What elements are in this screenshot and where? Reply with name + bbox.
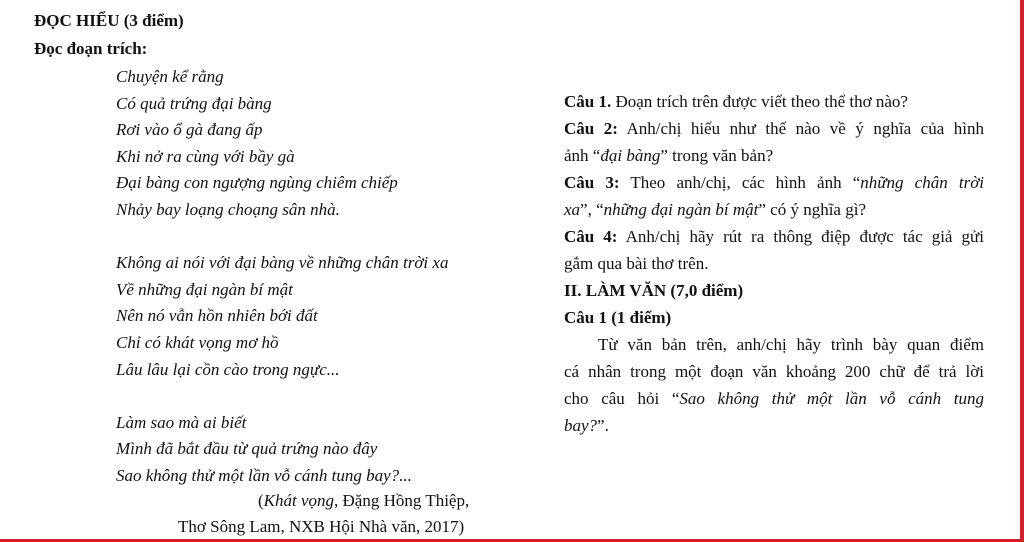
question-3-continued bbox=[564, 196, 984, 223]
question-2-text: ” trong văn bản? bbox=[660, 146, 774, 165]
source-author: , Đặng Hồng Thiệp, bbox=[334, 491, 470, 510]
question-3-text: ” có ý nghĩa gì? bbox=[758, 200, 866, 219]
poem-line: Mình đã bắt đầu từ quả trứng nào đây bbox=[116, 439, 378, 459]
poem-line: Không ai nói với đại bàng về những chân trời xa bbox=[116, 253, 449, 273]
writing-task-quote: bay? bbox=[564, 416, 598, 435]
question-3-text: ”, “ bbox=[580, 200, 604, 219]
poem-line: Nên nó vẫn hồn nhiên bới đất bbox=[116, 306, 318, 326]
source-citation bbox=[258, 488, 469, 514]
poem-line: Lâu lâu lại cồn cào trong ngực... bbox=[116, 359, 340, 379]
right-border bbox=[1020, 0, 1024, 542]
poem-line: Đại bàng con ngượng ngùng chiêm chiếp bbox=[116, 173, 398, 193]
source-publication: Thơ Sông Lam, NXB Hội Nhà văn, 2017) bbox=[178, 517, 465, 536]
question-3-quote: xa bbox=[564, 200, 581, 219]
question-3 bbox=[564, 169, 984, 196]
question-2-quote: đại bàng bbox=[600, 146, 661, 165]
question-3-label: Câu 3: bbox=[564, 173, 620, 192]
writing-task-label: Câu 1 (1 điểm) bbox=[564, 308, 672, 327]
question-3-quote: những chân trời bbox=[860, 173, 984, 192]
question-1 bbox=[564, 88, 984, 115]
question-4-label: Câu 4: bbox=[564, 227, 618, 246]
excerpt-label: Đọc đoạn trích: bbox=[34, 39, 148, 58]
question-1-label: Câu 1. bbox=[564, 92, 612, 111]
writing-task-line: cá nhân trong một đoạn văn khoảng 200 chữ để trả lời bbox=[564, 362, 984, 381]
question-4-continued: gắm qua bài thơ trên. bbox=[564, 254, 709, 273]
writing-task-line bbox=[564, 412, 984, 439]
reading-section-title: ĐỌC HIỂU (3 điểm) bbox=[34, 11, 184, 30]
poem bbox=[116, 64, 536, 490]
question-2-label: Câu 2: bbox=[564, 119, 618, 138]
writing-task-text: ”. bbox=[597, 416, 609, 435]
writing-task-quote: Sao không thử một lần vỗ cánh tung bbox=[679, 389, 985, 408]
poem-line: Khi nở ra cùng với bầy gà bbox=[116, 146, 295, 166]
writing-task-line bbox=[564, 385, 984, 412]
poem-line: Chuyện kể rằng bbox=[116, 67, 224, 86]
poem-line: Về những đại ngàn bí mật bbox=[116, 279, 293, 299]
source-title: Khát vọng bbox=[263, 491, 335, 510]
poem-line: Sao không thử một lần vỗ cánh tung bay?... bbox=[116, 465, 412, 485]
stanza-gap bbox=[116, 383, 536, 410]
poem-stanza-3 bbox=[116, 410, 536, 490]
poem-line: Rơi vào ổ gà đang ấp bbox=[116, 120, 263, 140]
poem-line: Làm sao mà ai biết bbox=[116, 412, 247, 432]
poem-line: Nhảy bay loạng choạng sân nhà. bbox=[116, 199, 340, 219]
writing-task-text: cho câu hỏi “ bbox=[564, 389, 680, 408]
poem-stanza-2 bbox=[116, 250, 536, 383]
question-2-text: Anh/chị hiểu như thế nào về ý nghĩa của hình bbox=[617, 119, 984, 138]
question-2 bbox=[564, 115, 984, 142]
poem-line: Chỉ có khát vọng mơ hồ bbox=[116, 332, 279, 352]
source-open-paren: ( bbox=[258, 491, 264, 510]
question-3-text: Theo anh/chị, các hình ảnh “ bbox=[619, 173, 861, 192]
question-2-continued bbox=[564, 142, 984, 169]
stanza-gap bbox=[116, 224, 536, 251]
writing-section-title: II. LÀM VĂN (7,0 điểm) bbox=[564, 281, 744, 300]
question-2-text: ảnh “ bbox=[564, 146, 601, 165]
questions-column bbox=[564, 88, 984, 439]
question-4 bbox=[564, 223, 984, 250]
question-1-text: Đoạn trích trên được viết theo thể thơ nào? bbox=[611, 92, 908, 111]
writing-task-line: Từ văn bản trên, anh/chị hãy trình bày quan điểm bbox=[598, 335, 984, 354]
poem-line: Có quả trứng đại bàng bbox=[116, 93, 272, 113]
question-3-quote: những đại ngàn bí mật bbox=[603, 200, 759, 219]
poem-stanza-1 bbox=[116, 64, 536, 224]
question-4-text: Anh/chị hãy rút ra thông điệp được tác giả gửi bbox=[617, 227, 984, 246]
